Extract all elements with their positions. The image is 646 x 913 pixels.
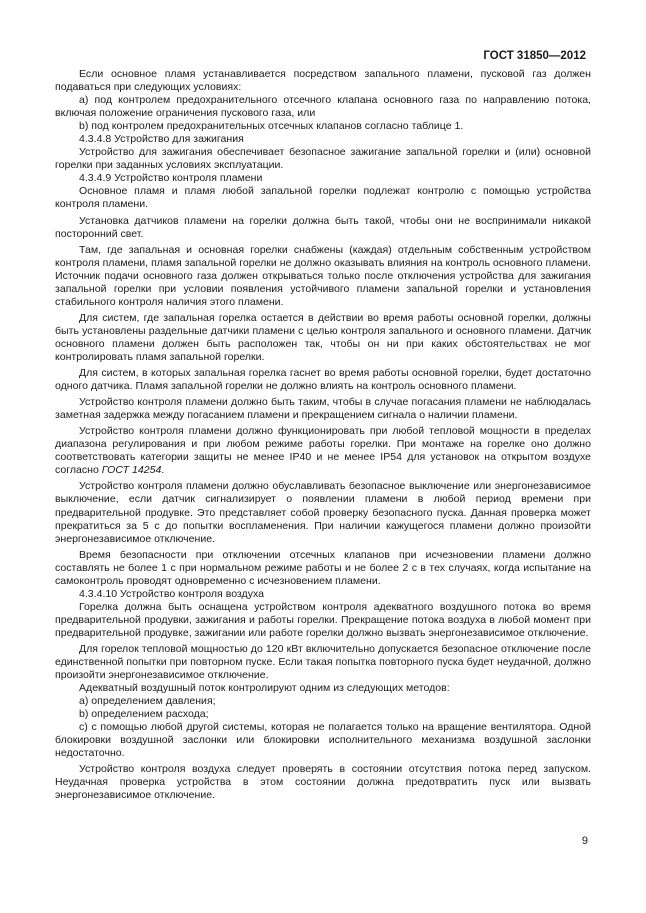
list-item: b) определением расхода; bbox=[79, 708, 209, 721]
document-body bbox=[55, 68, 591, 803]
paragraph: Для горелок тепловой мощностью до 120 кВт включительно допускается безопасное отключение после единственной попытки при повторном пуске. Если такая попытка повторного пуска будет неудачной, должно произойти энергонезависимое отключение. bbox=[55, 642, 591, 682]
paragraph-text: Устройство контроля пламени должно функционировать при любой тепловой мощности в пределах диапазона регулирования и при любом режиме работы горелки. При монтаже на горелке оно должно соответствовать категории защиты не менее IP40 и не менее IP54 для установок на открытом воздухе согласно bbox=[55, 425, 591, 477]
paragraph: Основное пламя и пламя любой запальной горелки подлежат контролю с помощью устройства контроля пламени. bbox=[55, 185, 591, 211]
standard-reference: ГОСТ 14254 bbox=[101, 464, 162, 477]
paragraph: Адекватный воздушный поток контролируют одним из следующих методов: bbox=[79, 682, 450, 695]
paragraph: Устройство контроля воздуха следует проверять в состоянии отсутствия потока перед запуском. Неудачная проверка устройства в этом состоянии должна предотвратить пуск или вызвать энергонезависимое отключение. bbox=[55, 763, 591, 802]
paragraph: Если основное пламя устанавливается посредством запального пламени, пусковой газ должен подаваться при следующих условиях: bbox=[55, 68, 591, 94]
paragraph: Для систем, в которых запальная горелка гаснет во время работы основной горелки, будет достаточно одного датчика. Пламя запальной горелки не должно влиять на контроль основного пламени. bbox=[55, 367, 591, 393]
list-item: b) под контролем предохранительных отсечных клапанов согласно таблице 1. bbox=[79, 120, 464, 133]
paragraph: Устройство для зажигания обеспечивает безопасное зажигание запальной горелки и (или) основной горелки при заданных условиях эксплуатации. bbox=[55, 146, 591, 172]
section-heading: 4.3.4.10 Устройство контроля воздуха bbox=[79, 587, 264, 600]
list-item: c) с помощью любой другой системы, которая не полагается только на вращение вентилятора. Одной блокировки воздушной заслонки или блокировки исполнительного механизма воздушной заслонки недостаточно. bbox=[55, 721, 591, 760]
document-header: ГОСТ 31850—2012 bbox=[483, 50, 586, 62]
paragraph: Там, где запальная и основная горелки снабжены (каждая) отдельным собственным устройством контроля пламени, пламя запальной горелки не должно оказывать влияния на контроль основного пламени. Источник подачи основного газа должен открываться только после отключения устройства для зажигания запальной горелки при условии появления устойчивого пламени запальной горелки и установления стабильного контроля наличия этого пламени. bbox=[55, 243, 591, 308]
paragraph: Для систем, где запальная горелка остается в действии во время работы основной горелки, должны быть установлены раздельные датчики пламени с целью контроля запального и основного пламени. Датчик основного пламени должен быть расположен так, чтобы он ни при каких обстоятельствах не мог контролировать пламя запальной горелки. bbox=[55, 311, 591, 363]
paragraph-with-citation bbox=[55, 425, 591, 477]
paragraph-tail: . bbox=[161, 464, 165, 477]
paragraph: Время безопасности при отключении отсечных клапанов при исчезновении пламени должно составлять не более 1 с при нормальном режиме работы и не более 2 с в тех случаях, когда испытание на самоконтроль проводят одновременно с исчезновением пламени. bbox=[55, 548, 591, 587]
section-heading: 4.3.4.9 Устройство контроля пламени bbox=[79, 172, 263, 185]
list-item: a) определением давления; bbox=[79, 695, 216, 708]
paragraph: Устройство контроля пламени должно быть таким, чтобы в случае погасания пламени не наблюдалась заметная задержка между погасанием пламени и прекращением сигнала о наличии пламени. bbox=[55, 396, 591, 422]
section-heading: 4.3.4.8 Устройство для зажигания bbox=[79, 133, 244, 146]
paragraph: Горелка должна быть оснащена устройством контроля адекватного воздушного потока во время предварительной продувки, зажигания и работы горелки. Прекращение потока воздуха в любой момент при предварительной продувке, зажигании или работе горелки должно вызвать энергонезависимое отключение. bbox=[55, 600, 591, 639]
paragraph: Устройство контроля пламени должно обуславливать безопасное выключение или энергонезависимое выключение, если датчик сигнализирует о появлении пламени в любой период времени при предварительной продувке. Это представляет собой проверку безопасного пуска. Данная проверка может прекратиться за 5 с до попытки воспламенения. При наличии кажущегося пламени должно произойти энергонезависимое отключение. bbox=[55, 480, 591, 545]
page-number: 9 bbox=[581, 835, 588, 847]
list-item: a) под контролем предохранительного отсечного клапана основного газа по направлению потока, включая положение ограничения пускового газа, или bbox=[55, 94, 591, 120]
paragraph: Установка датчиков пламени на горелки должна быть такой, чтобы они не воспринимали никакой посторонний свет. bbox=[55, 214, 591, 240]
